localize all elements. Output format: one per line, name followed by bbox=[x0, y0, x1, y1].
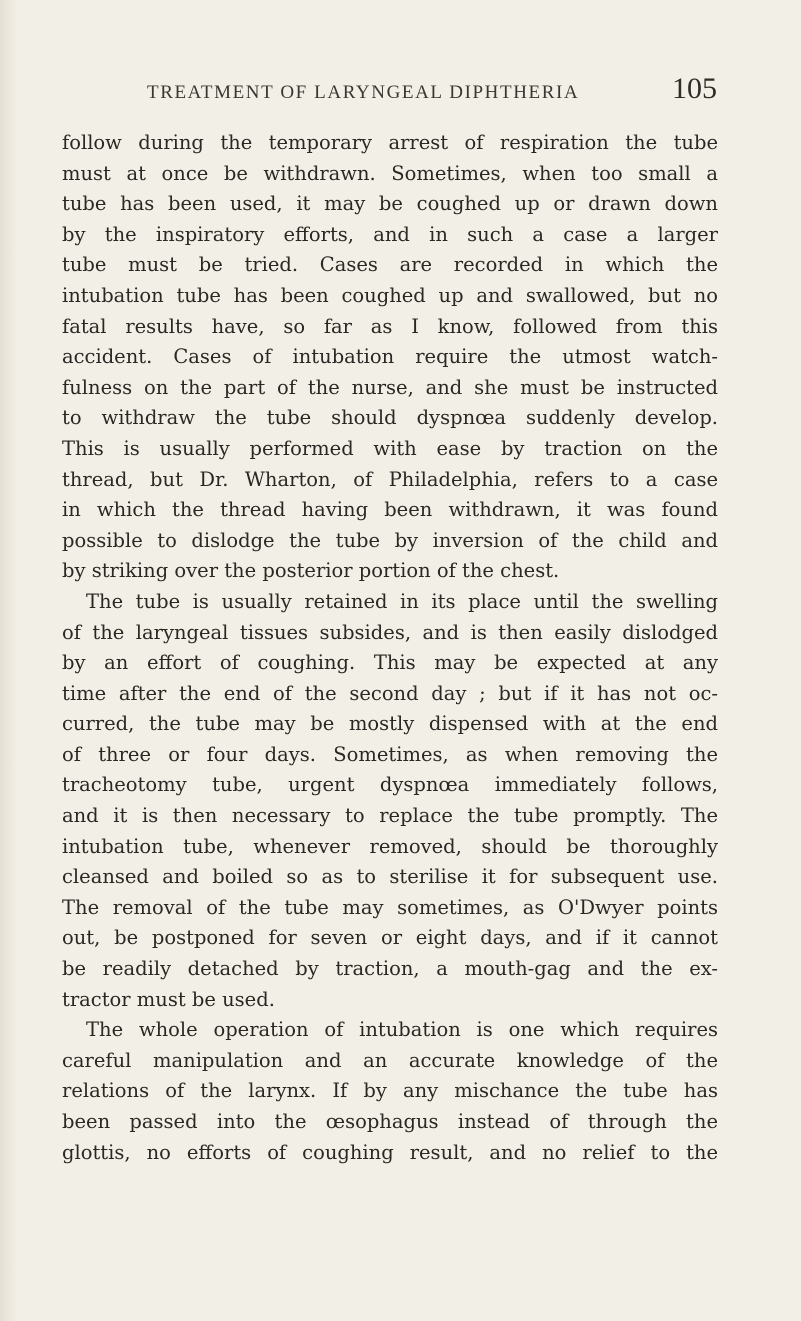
text-line: of the laryngeal tissues subsides, and is then easily dislodged bbox=[62, 620, 718, 644]
text-line: and it is then necessary to replace the tube promptly. The bbox=[62, 804, 718, 828]
text-line: fulness on the part of the nurse, and she must be instructed bbox=[62, 375, 718, 399]
text-line: This is usually performed with ease by traction on the bbox=[62, 436, 718, 460]
text-line: by striking over the posterior portion of the chest. bbox=[62, 559, 560, 583]
text-line: intubation tube, whenever removed, should be thoroughly bbox=[62, 834, 718, 858]
text-line: tube must be tried. Cases are recorded in which the bbox=[62, 253, 718, 277]
text-line: out, be postponed for seven or eight days, and if it cannot bbox=[62, 926, 718, 950]
page-number: 105 bbox=[672, 72, 717, 105]
text-line: possible to dislodge the tube by inversion of the child and bbox=[62, 528, 718, 552]
text-line: of three or four days. Sometimes, as when removing the bbox=[62, 742, 718, 766]
text-line: careful manipulation and an accurate knowledge of the bbox=[62, 1048, 718, 1072]
body-text bbox=[62, 128, 718, 1168]
page-edge-shadow bbox=[0, 0, 18, 1321]
text-line: The removal of the tube may sometimes, as O'Dwyer points bbox=[62, 895, 718, 919]
paragraph bbox=[62, 587, 718, 1015]
text-line: time after the end of the second day ; but if it has not oc- bbox=[62, 681, 718, 705]
paragraph bbox=[62, 1015, 718, 1168]
text-line: thread, but Dr. Wharton, of Philadelphia, refers to a case bbox=[62, 467, 718, 491]
text-line: follow during the temporary arrest of respiration the tube bbox=[62, 131, 718, 154]
text-line: by the inspiratory efforts, and in such a case a larger bbox=[62, 222, 718, 246]
running-title: TREATMENT OF LARYNGEAL DIPHTHERIA bbox=[147, 82, 580, 103]
text-line: tube has been used, it may be coughed up or drawn down bbox=[62, 192, 718, 216]
text-line: relations of the larynx. If by any mischance the tube has bbox=[62, 1079, 718, 1103]
text-line: intubation tube has been coughed up and swallowed, but no bbox=[62, 283, 718, 307]
text-line: by an effort of coughing. This may be expected at any bbox=[62, 651, 718, 675]
text-line: be readily detached by traction, a mouth-gag and the ex- bbox=[62, 957, 718, 981]
text-line: tracheotomy tube, urgent dyspnœa immediately follows, bbox=[62, 773, 718, 797]
text-line: in which the thread having been withdrawn, it was found bbox=[62, 498, 718, 522]
text-line: cleansed and boiled so as to sterilise it for subsequent use. bbox=[62, 865, 718, 889]
paragraph bbox=[62, 128, 718, 587]
text-line: been passed into the œsophagus instead of through the bbox=[62, 1110, 718, 1133]
text-line: fatal results have, so far as I know, followed from this bbox=[62, 314, 718, 338]
text-line: The whole operation of intubation is one which requires bbox=[86, 1018, 718, 1042]
text-line: curred, the tube may be mostly dispensed with at the end bbox=[62, 712, 718, 736]
page-header bbox=[147, 72, 717, 112]
text-line: accident. Cases of intubation require the utmost watch- bbox=[62, 345, 718, 369]
text-line: must at once be withdrawn. Sometimes, when too small a bbox=[62, 161, 718, 185]
text-line: glottis, no efforts of coughing result, and no relief to the bbox=[62, 1140, 718, 1164]
text-line: to withdraw the tube should dyspnœa suddenly develop. bbox=[62, 406, 718, 430]
text-line: tractor must be used. bbox=[62, 987, 275, 1011]
text-line: The tube is usually retained in its place until the swelling bbox=[86, 589, 718, 613]
